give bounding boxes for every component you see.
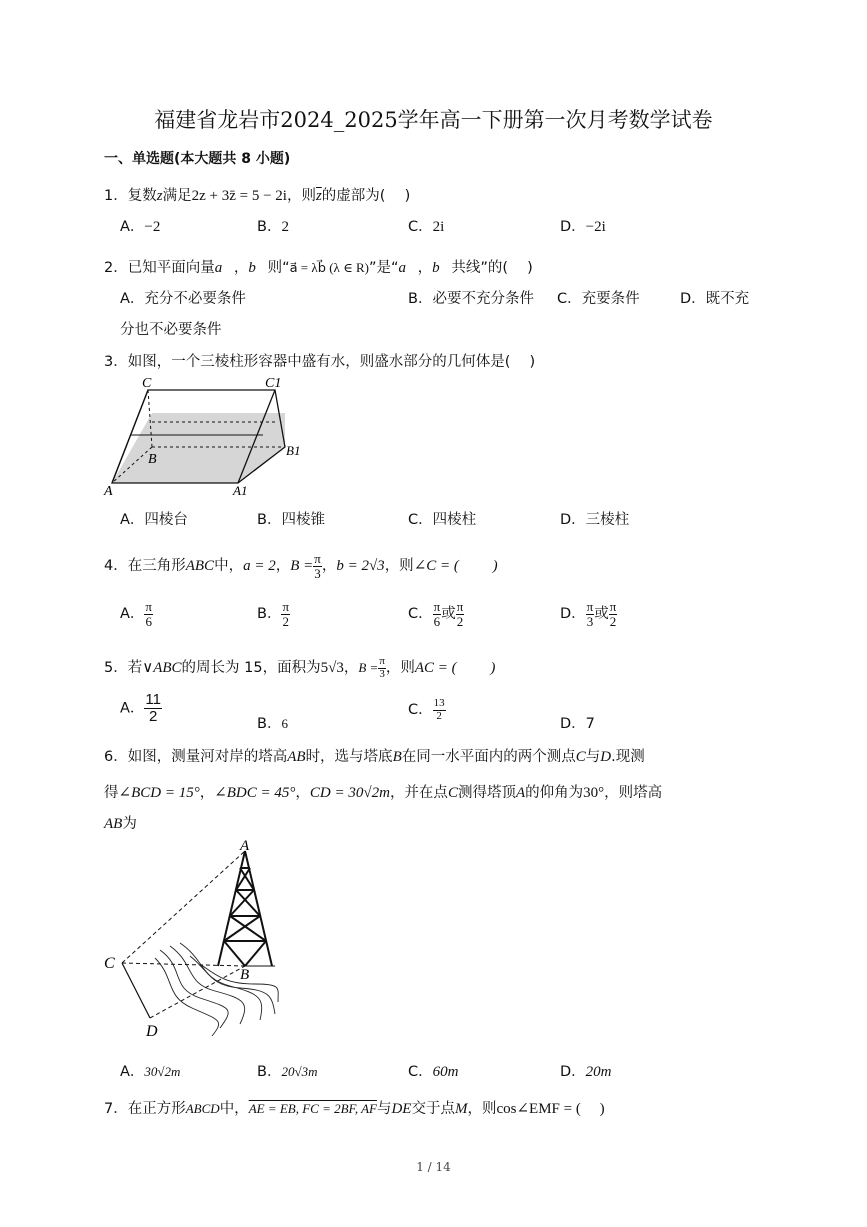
question-4-stem: 4．在三角形ABC中，a = 2，B = $\frac{\pi}{3}$ ，b = 2√3，则∠C = ( ): [104, 551, 498, 581]
q5-option-c: C． $\frac{13}{2}$: [408, 697, 445, 722]
q5-option-a: A． $\frac{11}{2}$: [120, 691, 161, 725]
question-6-line-3: AB为: [104, 816, 137, 832]
q6-option-b: B．20√3m: [257, 1064, 318, 1080]
page-number: 1 / 14: [416, 1160, 451, 1174]
q6-option-c: C．60m: [408, 1064, 459, 1080]
label-c: C: [142, 376, 152, 391]
q1-option-d: D．−2i: [560, 219, 606, 235]
question-7-stem: 7．在正方形ABCD中，AE = EB, FC = 2BF, AF与DE交于点M，则cos∠EMF = ( ): [104, 1101, 605, 1117]
label-c1: C1: [265, 376, 282, 391]
page-title: 福建省龙岩市2024_2025学年高一下册第一次月考数学试卷: [154, 108, 713, 132]
question-5-stem: 5．若∨ABC的周长为 15，面积为5√3，B = $\frac{\pi}{3}$ ，则AC = ( ): [104, 655, 496, 680]
q6-option-a: A．30√2m: [120, 1064, 181, 1080]
q2-option-d: D．既不充: [680, 291, 750, 307]
question-6-line-1: 6．如图，测量河对岸的塔高AB时，选与塔底B在同一水平面内的两个测点C与D.现测: [104, 749, 645, 765]
label-b: B: [148, 452, 157, 467]
q6-option-d: D．20m: [560, 1064, 612, 1080]
q3-option-b: B．四棱锥: [257, 512, 325, 528]
q5-option-d: D．7: [560, 716, 595, 732]
q3-option-a: A．四棱台: [120, 512, 188, 528]
q4-option-a: A． $\frac{\pi}{6}$: [120, 599, 152, 629]
q2-option-c: C．充要条件: [557, 291, 640, 307]
q4-option-d: D． $\frac{\pi}{3}$ 或 $\frac{\pi}{2}$: [560, 599, 617, 629]
question-2-stem: 2．已知平面向量a⃗，b⃗则“a⃗ = λb⃗ (λ ∈ R)”是“a⃗，b⃗共线”的( ): [104, 260, 533, 276]
q1-option-c: C．2i: [408, 219, 445, 235]
q5-option-b: B．6: [257, 716, 288, 732]
label-a: A: [240, 838, 250, 854]
label-c: C: [104, 955, 115, 972]
q1-option-b: B．2: [257, 219, 289, 235]
q3-option-d: D．三棱柱: [560, 512, 630, 528]
label-b1: B1: [286, 443, 301, 458]
question-6-line-2: 得∠BCD = 15°，∠BDC = 45°，CD = 30√2m，并在点C测得塔顶A的仰角为30°，则塔高: [104, 785, 663, 801]
label-d: D: [146, 1023, 158, 1040]
question-1-stem: 1．复数z满足2z + 3z̄ = 5 − 2i，则$\overline{z}$的虚部为( ): [104, 188, 411, 204]
label-a: A: [104, 484, 113, 499]
q2-option-a: A．充分不必要条件: [120, 291, 246, 307]
label-a1: A1: [233, 483, 248, 498]
label-b: B: [240, 967, 250, 983]
tower-figure: [100, 838, 290, 1043]
q1-option-a: A．−2: [120, 219, 161, 235]
q3-option-c: C．四棱柱: [408, 512, 477, 528]
prism-figure: [100, 375, 310, 500]
q2-option-b: B．必要不充分条件: [408, 291, 534, 307]
q4-option-c: C． $\frac{\pi}{6}$ 或 $\frac{\pi}{2}$: [408, 599, 464, 629]
question-3-stem: 3．如图，一个三棱柱形容器中盛有水，则盛水部分的几何体是( ): [104, 354, 536, 370]
q4-option-b: B． $\frac{\pi}{2}$: [257, 599, 290, 629]
section-heading: 一、单选题(本大题共 8 小题): [104, 151, 291, 167]
q2-option-d-continued: 分也不必要条件: [120, 322, 222, 338]
